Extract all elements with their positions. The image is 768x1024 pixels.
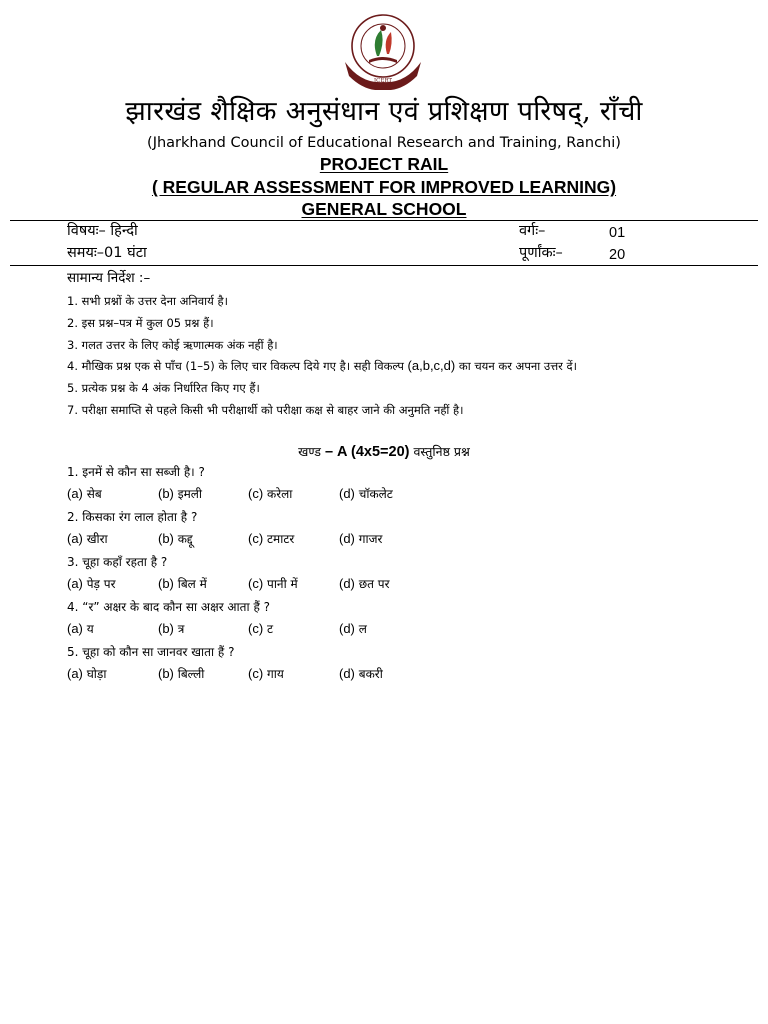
option-key: (b) — [158, 531, 174, 546]
question-option — [248, 574, 298, 594]
option-key: (d) — [339, 486, 355, 501]
option-key: (d) — [339, 531, 355, 546]
option-key: (a) — [67, 621, 83, 636]
instructions-heading: सामान्य निर्देश :– — [67, 270, 151, 286]
instruction-item: 5. प्रत्येक प्रश्न के 4 अंक निर्धारित किए गए हैं। — [67, 381, 260, 395]
instruction-item: 1. सभी प्रश्नों के उत्तर देना अनिवार्य है। — [67, 294, 228, 308]
option-key: (a) — [67, 576, 83, 591]
question-text: 4. “र” अक्षर के बाद कौन सा अक्षर आता हैं ? — [67, 600, 271, 614]
logo-text: JCERT — [373, 78, 393, 84]
question-option — [158, 574, 207, 594]
option-key: (c) — [248, 531, 264, 546]
question-option — [158, 664, 204, 684]
logo-figure-head — [380, 25, 386, 31]
option-key: (a) — [67, 666, 83, 681]
question-option — [67, 529, 108, 549]
option-key: (d) — [339, 621, 355, 636]
option-key: (a) — [67, 531, 83, 546]
option-key: (b) — [158, 486, 174, 501]
option-text: पानी में — [267, 577, 298, 591]
section-prefix: खण्ड — [298, 444, 321, 459]
option-key: (a) — [67, 486, 83, 501]
question-option — [67, 574, 116, 594]
question-option — [248, 664, 284, 684]
question-option — [339, 664, 383, 684]
option-text: टमाटर — [267, 532, 295, 546]
instruction-item: 2. इस प्रश्न–पत्र में कुल 05 प्रश्न हैं। — [67, 316, 214, 330]
question-option — [67, 664, 106, 684]
question-text: 3. चूहा कहाँ रहता है ? — [67, 555, 168, 569]
divider-bottom — [10, 265, 758, 266]
option-text: इमली — [177, 487, 203, 501]
question-option — [339, 574, 390, 594]
option-key: (b) — [158, 666, 174, 681]
jcert-logo — [341, 10, 425, 90]
question-option — [67, 619, 94, 639]
marks-value: 20 — [609, 247, 626, 263]
option-key: (c) — [248, 576, 264, 591]
instruction-item-4-tail: का चयन कर अपना उत्तर दें। — [458, 359, 577, 373]
question-option — [248, 619, 273, 639]
question-option — [339, 484, 393, 504]
option-text: ल — [358, 622, 367, 636]
question-text: 5. चूहा को कौन सा जानवर खाता हैं ? — [67, 645, 235, 659]
section-heading — [0, 442, 768, 462]
option-key: (c) — [248, 621, 264, 636]
class-value: 01 — [609, 225, 626, 241]
instruction-item-4 — [67, 357, 577, 375]
option-text: खीरा — [86, 532, 108, 546]
assessment-title — [0, 176, 768, 198]
option-text: छत पर — [358, 577, 390, 591]
question-option — [339, 529, 382, 549]
option-text: ट — [267, 622, 274, 636]
time-label: समयः–01 घंटा — [67, 245, 147, 261]
option-text: चॉकलेट — [358, 487, 393, 501]
assessment-title-text: ( REGULAR ASSESSMENT FOR IMPROVED LEARNING) — [151, 177, 617, 197]
question-option — [248, 484, 292, 504]
option-key: (d) — [339, 666, 355, 681]
council-title-hindi: झारखंड शैक्षिक अनुसंधान एवं प्रशिक्षण परिषद्, राँची — [125, 96, 643, 127]
option-text: सेब — [86, 487, 102, 501]
option-text: घोड़ा — [86, 667, 107, 681]
option-key: (c) — [248, 666, 264, 681]
school-title — [0, 198, 768, 220]
option-text: गाजर — [358, 532, 383, 546]
question-option — [158, 484, 202, 504]
option-text: गाय — [267, 667, 284, 681]
option-key: (d) — [339, 576, 355, 591]
project-title-text: PROJECT RAIL — [319, 154, 449, 174]
instruction-item-4-text: 4. मौखिक प्रश्न एक से पाँच (1–5) के लिए चार विकल्प दिये गए है। सही विकल्प — [67, 359, 404, 373]
question-option — [67, 484, 102, 504]
option-text: य — [86, 622, 94, 636]
option-key: (b) — [158, 576, 174, 591]
class-label: वर्गः– — [519, 223, 546, 239]
section-label: – A (4x5=20) — [324, 444, 410, 460]
option-text: बिल में — [177, 577, 207, 591]
question-option — [339, 619, 367, 639]
instruction-item: 7. परीक्षा समाप्ति से पहले किसी भी परीक्षार्थी को परीक्षा कक्ष से बाहर जाने की अनुमति नहीं है। — [67, 403, 464, 417]
option-text: त्र — [177, 622, 185, 636]
option-text: पेड़ पर — [86, 577, 116, 591]
instruction-item-4-options: (a,b,c,d) — [407, 358, 456, 373]
question-option — [158, 529, 193, 549]
question-option — [248, 529, 294, 549]
question-option — [158, 619, 184, 639]
council-title-english: (Jharkhand Council of Educational Research and Training, Ranchi) — [147, 135, 621, 151]
project-title — [0, 153, 768, 175]
question-text: 1. इनमें से कौन सा सब्जी है। ? — [67, 465, 205, 479]
question-text: 2. किसका रंग लाल होता है ? — [67, 510, 198, 524]
section-suffix: वस्तुनिष्ठ प्रश्न — [413, 444, 470, 459]
option-key: (c) — [248, 486, 264, 501]
marks-label: पूर्णांकः– — [519, 245, 563, 261]
option-text: करेला — [267, 487, 293, 501]
subject-label: विषयः– हिन्दी — [67, 223, 138, 239]
school-title-text: GENERAL SCHOOL — [301, 199, 467, 219]
instruction-item: 3. गलत उत्तर के लिए कोई ऋणात्मक अंक नहीं है। — [67, 338, 278, 352]
option-text: बिल्ली — [177, 667, 205, 681]
option-text: बकरी — [358, 667, 383, 681]
option-text: कद्दू — [177, 532, 193, 546]
option-key: (b) — [158, 621, 174, 636]
